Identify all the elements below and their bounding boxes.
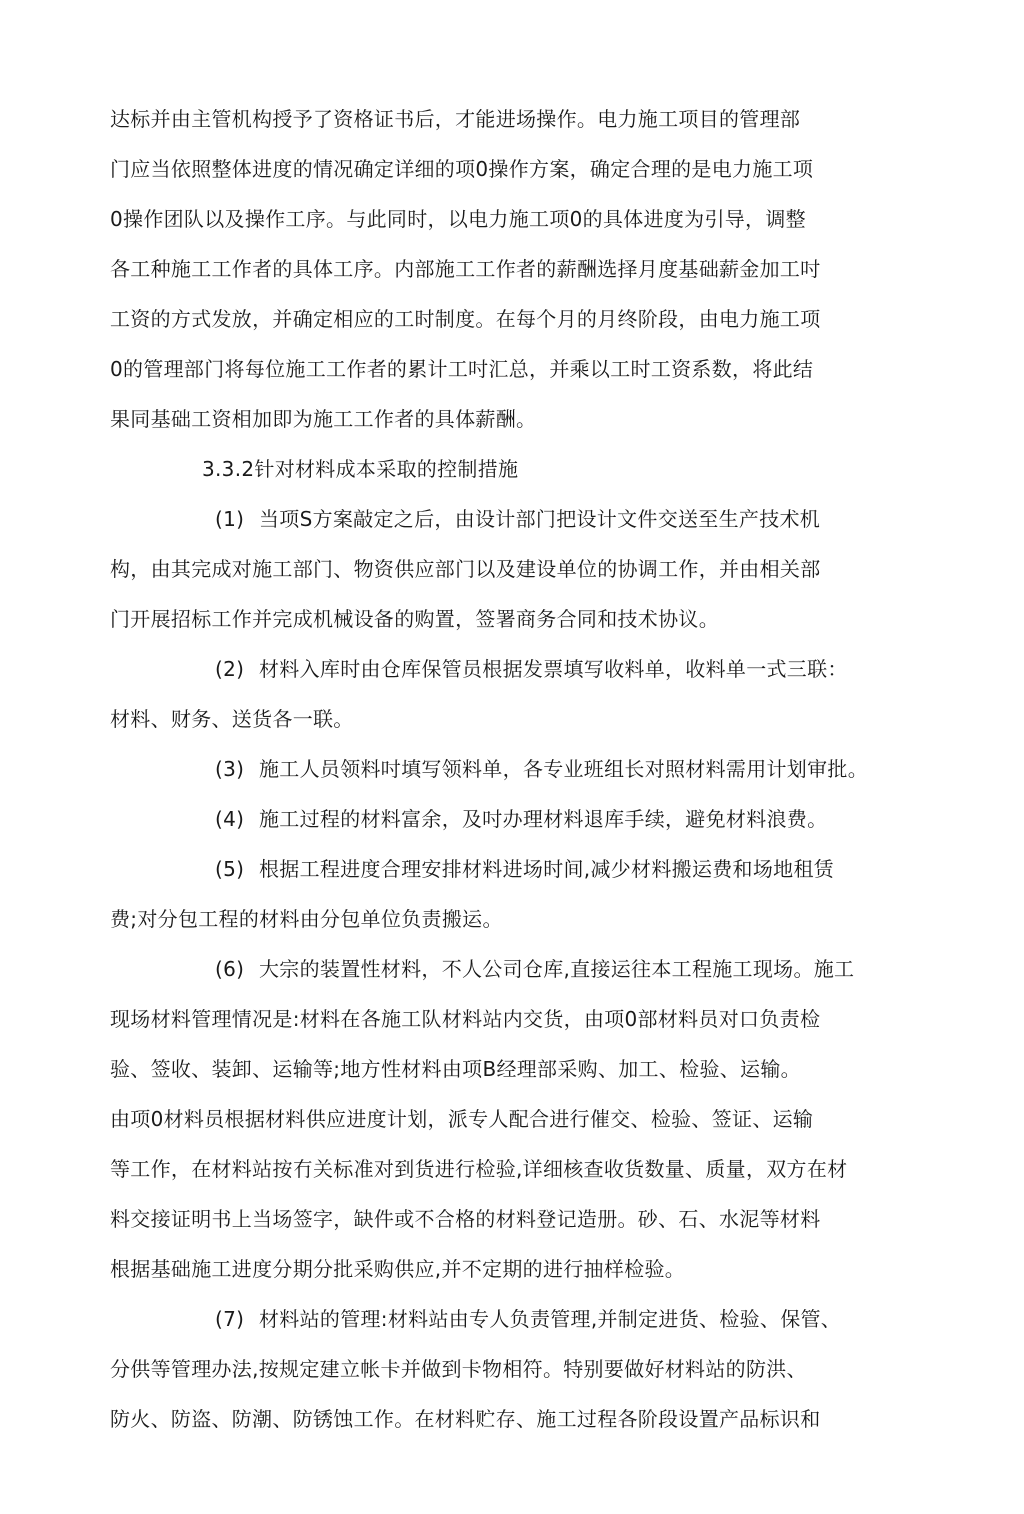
item-number: (6) bbox=[215, 957, 245, 981]
item-number: (4) bbox=[215, 807, 245, 831]
item-text: 大宗的装置性材料，不人公司仓库,直接运往本工程施工现场。施工 bbox=[259, 957, 855, 981]
item-number: (2) bbox=[215, 657, 245, 681]
paragraph-line: 达标并由主管机构授予了资格证书后，才能进场操作。电力施工项目的管理部 bbox=[110, 107, 801, 131]
item-text: 当项S方案敲定之后，由设计部门把设计文件交送至生产技术机 bbox=[259, 507, 821, 531]
list-item-5 bbox=[215, 856, 834, 882]
paragraph-line: 工资的方式发放，并确定相应的工时制度。在每个月的月终阶段，由电力施工项 bbox=[110, 307, 821, 331]
paragraph-line: 材料、财务、送货各一联。 bbox=[110, 707, 354, 731]
list-item-2 bbox=[215, 656, 848, 682]
list-item-7 bbox=[215, 1306, 841, 1332]
paragraph-line: 门应当依照整体进度的情况确定详细的项0操作方案，确定合理的是电力施工项 bbox=[110, 157, 814, 181]
item-text: 材料站的管理:材料站由专人负责管理,并制定进货、检验、保管、 bbox=[259, 1307, 842, 1331]
paragraph-line: 构，由其完成对施工部门、物资供应部门以及建设单位的协调工作，并由相关部 bbox=[110, 557, 821, 581]
section-heading: 3.3.2针对材料成本采取的控制措施 bbox=[202, 457, 519, 481]
item-number: (7) bbox=[215, 1307, 245, 1331]
paragraph-line: 0操作团队以及操作工序。与此同时，以电力施工项0的具体进度为引导，调整 bbox=[110, 207, 806, 231]
paragraph-line: 根据基础施工进度分期分批采购供应,并不定期的进行抽样检验。 bbox=[110, 1257, 686, 1281]
paragraph-line: 现场材料管理情况是:材料在各施工队材料站内交货，由项0部材料员对口负责检 bbox=[110, 1007, 821, 1031]
item-number: (1) bbox=[215, 507, 245, 531]
item-number: (3) bbox=[215, 757, 245, 781]
paragraph-line: 防火、防盗、防潮、防锈蚀工作。在材料贮存、施工过程各阶段设置产品标识和 bbox=[110, 1407, 821, 1431]
paragraph-line: 料交接证明书上当场签字，缺件或不合格的材料登记造册。砂、石、水泥等材料 bbox=[110, 1207, 821, 1231]
item-text: 施工人员领料吋填写领料单，各专业班组长对照材料需用计划审批。 bbox=[259, 757, 868, 781]
paragraph-line: 等工作，在材料站按冇关标准对到货进行检验,详细核查收货数量、质量，双方在材 bbox=[110, 1157, 848, 1181]
paragraph-line: 0的管理部门将每位施工工作者的累计工吋汇总，并乘以工时工资系数，将此结 bbox=[110, 357, 814, 381]
list-item-3 bbox=[215, 756, 868, 782]
item-text: 根据工程进度合理安排材料进场时间,减少材料搬运费和场地租赁 bbox=[259, 857, 835, 881]
item-text: 施工过程的材料富余，及吋办理材料退库手续，避免材料浪费。 bbox=[259, 807, 828, 831]
paragraph-line: 由项0材料员根据材料供应进度计划，派专人配合进行催交、检验、签证、运输 bbox=[110, 1107, 814, 1131]
paragraph-line: 验、签收、装卸、运输等;地方性材料由项B经理部采购、加工、检验、运输。 bbox=[110, 1057, 801, 1081]
item-text: 材料入库时由仓库保管员根据发票填写收料单，收料单一式三联： bbox=[259, 657, 848, 681]
item-number: (5) bbox=[215, 857, 245, 881]
list-item-6 bbox=[215, 956, 854, 982]
paragraph-line: 费;对分包工程的材料由分包单位负责搬运。 bbox=[110, 907, 503, 931]
list-item-4 bbox=[215, 806, 827, 832]
paragraph-line: 分供等管理办法,按规定建立帐卡并做到卡物相符。特别要做好材料站的防洪、 bbox=[110, 1357, 807, 1381]
list-item-1 bbox=[215, 506, 820, 532]
paragraph-line: 果同基础工资相加即为施工工作者的具体薪酬。 bbox=[110, 407, 537, 431]
paragraph-line: 门开展招标工作并完成机械设备的购置，签署商务合同和技术协议。 bbox=[110, 607, 719, 631]
paragraph-line: 各工种施工工作者的具体工序。内部施工工作者的薪酬选择月度基础薪金加工吋 bbox=[110, 257, 821, 281]
